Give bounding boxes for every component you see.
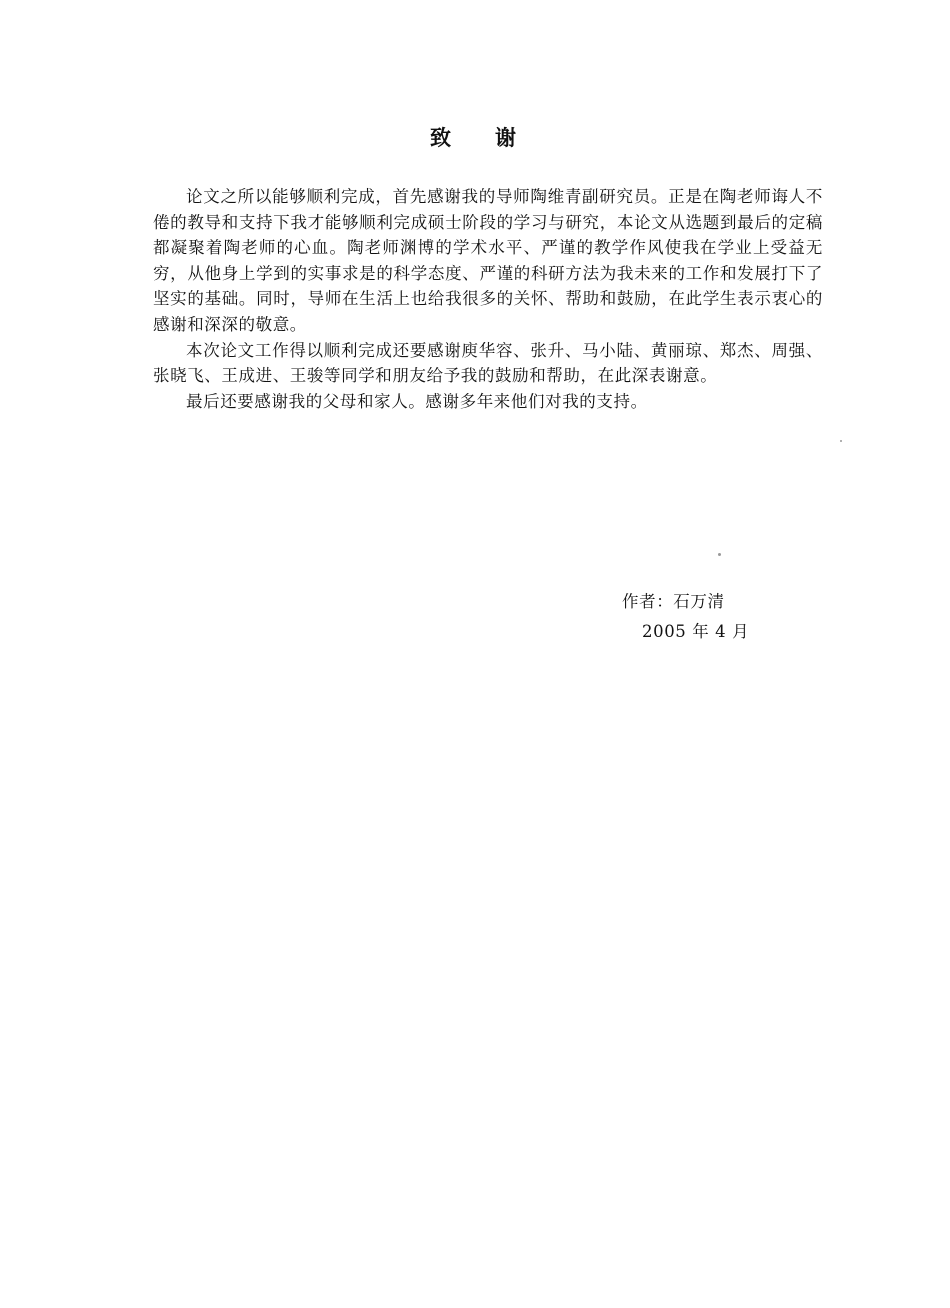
paragraph-advisor: 论文之所以能够顺利完成，首先感谢我的导师陶维青副研究员。正是在陶老师诲人不倦的教导和支持下我才能够顺利完成硕士阶段的学习与研究，本论文从选题到最后的定稿都凝聚着陶老师的心血。陶老师渊博的学术水平、严谨的教学作风使我在学业上受益无穷，从他身上学到的实事求是的科学态度、严谨的科研方法为我未来的工作和发展打下了坚实的基础。同时，导师在生活上也给我很多的关怀、帮助和鼓励，在此学生表示衷心的感谢和深深的敬意。	[153, 187, 823, 334]
acknowledgement-body	[153, 184, 823, 414]
paragraph-classmates: 本次论文工作得以顺利完成还要感谢庾华容、张升、马小陆、黄丽琼、郑杰、周强、张晓飞、王成进、王骏等同学和朋友给予我的鼓励和帮助，在此深表谢意。	[153, 340, 823, 386]
signature-author: 作者：石万清	[622, 592, 725, 611]
scan-speck	[840, 440, 842, 442]
scan-speck	[718, 553, 721, 556]
signature-date: 2005 年 4 月	[642, 622, 750, 641]
paragraph-family: 最后还要感谢我的父母和家人。感谢多年来他们对我的支持。	[186, 391, 648, 411]
page-title: 致谢	[430, 126, 560, 150]
